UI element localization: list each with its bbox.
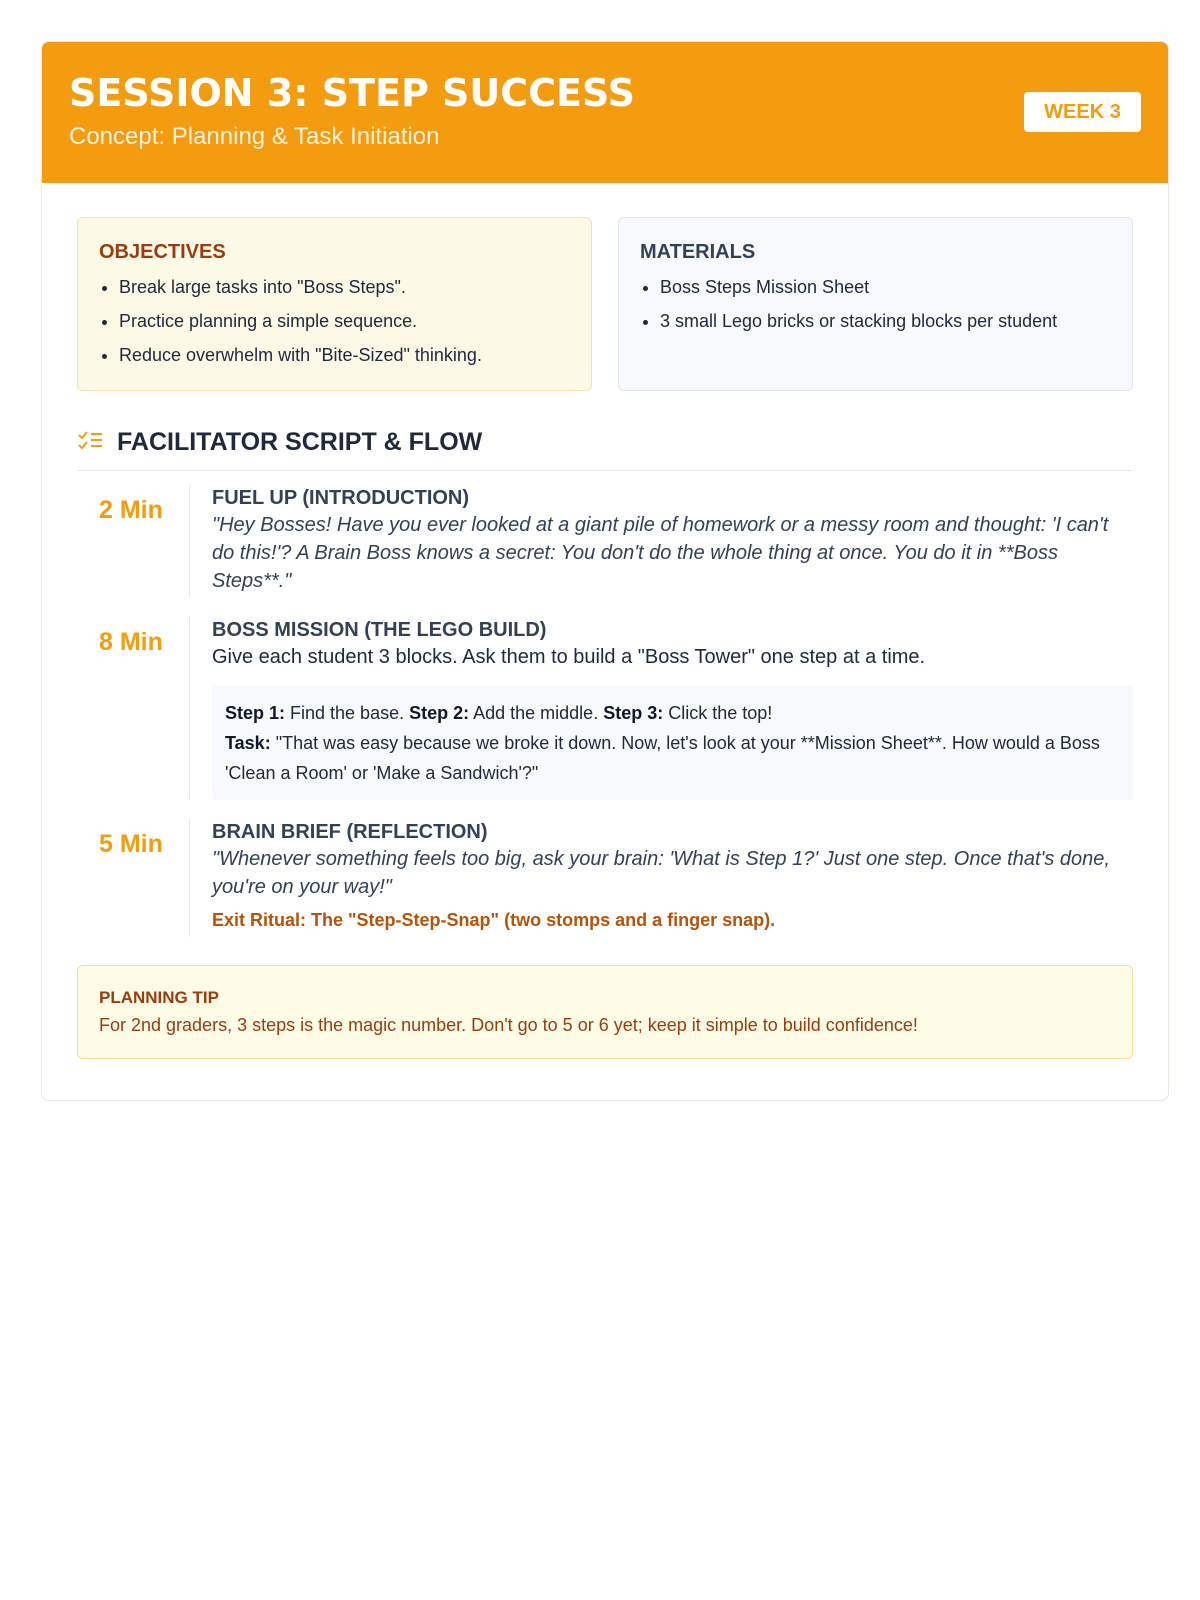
flow-list: [77, 485, 1133, 937]
step-content: [189, 617, 1133, 799]
week-badge: WEEK 3: [1024, 92, 1141, 132]
step-detail: [212, 686, 1133, 800]
detail-steps: [225, 698, 1120, 728]
detail-task: [225, 728, 1120, 788]
step1-label: Step 1:: [225, 703, 286, 723]
step3-label: Step 3:: [603, 703, 664, 723]
flow-step: [77, 819, 1133, 937]
step-title: BRAIN BRIEF (REFLECTION): [212, 821, 488, 843]
materials-box: [618, 217, 1133, 391]
exit-ritual: Exit Ritual: The "Step-Step-Snap" (two stomps and a finger snap).: [212, 910, 776, 930]
checklist-icon: [77, 429, 117, 456]
step-time: 2 Min: [99, 496, 163, 524]
step-text: Give each student 3 blocks. Ask them to build a "Boss Tower" one step at a time.: [212, 646, 926, 668]
step2-text: Add the middle.: [469, 703, 604, 723]
session-body: [42, 183, 1168, 1059]
materials-title: MATERIALS: [640, 241, 756, 263]
objective-item: • Reduce overwhelm with "Bite-Sized" thinking.: [119, 338, 570, 372]
objectives-list: [99, 270, 570, 372]
objectives-title: OBJECTIVES: [99, 241, 226, 263]
task-text: "That was easy because we broke it down. Now, let's look at your **Mission Sheet**. How would a Boss 'Clean a Room' or 'Make a Sandwich'?": [225, 733, 1100, 783]
material-item: • 3 small Lego bricks or stacking blocks per student: [660, 304, 1111, 338]
step-title: FUEL UP (INTRODUCTION): [212, 487, 470, 509]
step-time: 8 Min: [99, 628, 163, 656]
flow-step: [77, 617, 1133, 799]
material-item: • Boss Steps Mission Sheet: [660, 270, 1111, 304]
step-content: [189, 485, 1133, 597]
step-time: 5 Min: [99, 830, 163, 858]
step-quote: "Whenever something feels too big, ask your brain: 'What is Step 1?' Just one step. Once that's done, you're on your way!": [212, 848, 1110, 898]
step1-text: Find the base.: [285, 703, 410, 723]
step2-label: Step 2:: [409, 703, 470, 723]
step-quote: "Hey Bosses! Have you ever looked at a giant pile of homework or a messy room and thought: 'I can't do this!'? A Brain Boss knows a secret: You don't do the whole thing at once. You do it in **Boss Steps**.": [212, 514, 1109, 592]
task-label: Task:: [225, 733, 271, 753]
tip-label: PLANNING TIP: [99, 988, 219, 1007]
session-title: SESSION 3: STEP SUCCESS: [69, 71, 636, 115]
objective-item: • Break large tasks into "Boss Steps".: [119, 270, 570, 304]
objectives-box: [77, 217, 592, 391]
planning-tip: [77, 965, 1133, 1059]
flow-step: [77, 485, 1133, 597]
session-header: [42, 42, 1168, 183]
facilitator-title: FACILITATOR SCRIPT & FLOW: [117, 427, 483, 456]
materials-list: [640, 270, 1111, 338]
objective-item: • Practice planning a simple sequence.: [119, 304, 570, 338]
session-subtitle: Concept: Planning & Task Initiation: [69, 123, 440, 150]
info-boxes: [77, 217, 1133, 391]
session-card: [41, 41, 1169, 1101]
tip-text: For 2nd graders, 3 steps is the magic number. Don't go to 5 or 6 yet; keep it simple to build confidence!: [99, 1015, 918, 1035]
facilitator-header: [77, 422, 1133, 471]
step-title: BOSS MISSION (THE LEGO BUILD): [212, 619, 547, 641]
step3-text: Click the top!: [663, 703, 773, 723]
step-content: [189, 819, 1133, 937]
